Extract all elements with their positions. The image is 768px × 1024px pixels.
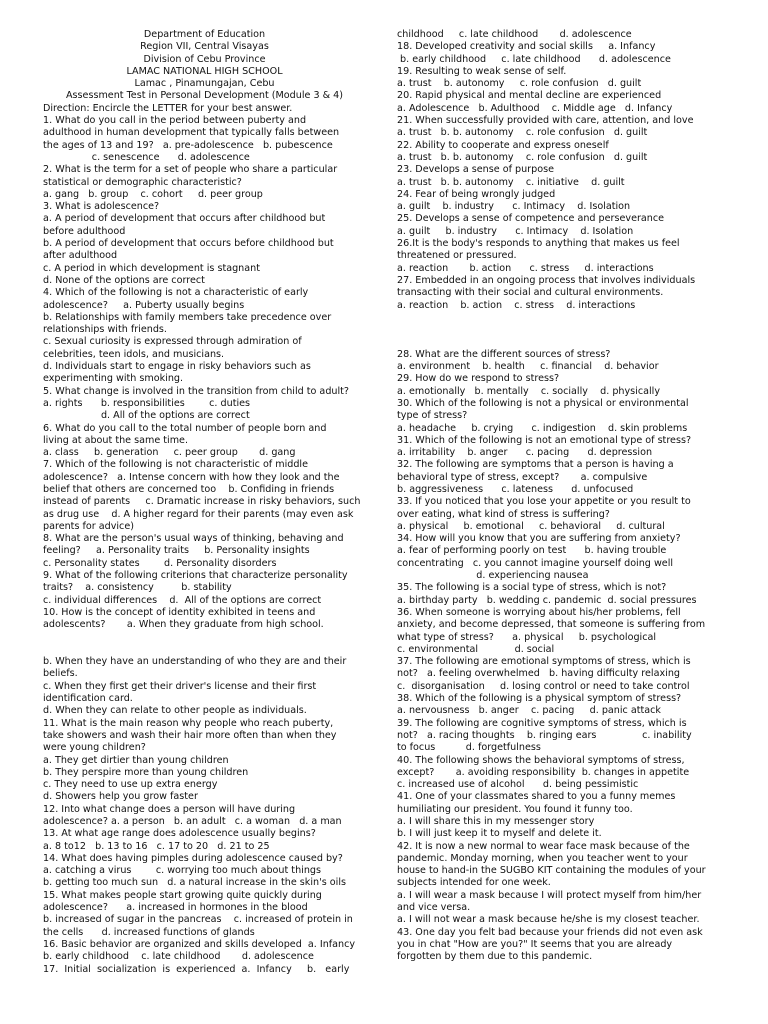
text-line: what type of stress? a. physical b. psychological xyxy=(397,631,657,643)
text-line: d. Showers help you grow faster xyxy=(43,791,198,803)
text-line: living at about the same time. xyxy=(43,434,189,446)
text-line: a. headache b. crying c. indigestion d. skin problems xyxy=(397,422,688,434)
text-line: 13. At what age range does adolescence usually begins? xyxy=(43,828,316,840)
text-line: house to hand-in the SUGBO KIT containing the modules of your xyxy=(397,865,706,877)
text-line: subjects intended for one week. xyxy=(397,877,551,889)
text-line: c. They need to use up extra energy xyxy=(43,779,218,791)
text-line: c. Personality states d. Personality disorders xyxy=(43,557,277,569)
text-line: as drug use d. A higher regard for their parents (may even ask xyxy=(43,508,354,520)
text-line: c. increased use of alcohol d. being pessimistic xyxy=(397,779,639,791)
text-line: 14. What does having pimples during adolescence caused by? xyxy=(43,852,343,864)
blank-line xyxy=(397,312,726,324)
text-line: belief that others are concerned too b. Confiding in friends xyxy=(43,483,335,495)
text-line: a. catching a virus c. worrying too much about things xyxy=(43,865,321,877)
text-line: and vice versa. xyxy=(397,902,471,914)
text-line: 38. Which of the following is a physical symptom of stress? xyxy=(397,693,682,705)
left-questions xyxy=(43,115,366,976)
text-line: 43. One day you felt bad because your friends did not even ask xyxy=(397,926,703,938)
text-line: relationships with friends. xyxy=(43,324,167,336)
blank-line xyxy=(43,644,366,656)
text-line: 17. Initial socialization is experienced a. Infancy b. early xyxy=(43,963,350,975)
text-line: a. Adolescence b. Adulthood c. Middle age d. Infancy xyxy=(397,102,673,114)
text-line: a. class b. generation c. peer group d. gang xyxy=(43,447,296,459)
text-line: the cells d. increased functions of glands xyxy=(43,926,255,938)
text-line: concentrating c. you cannot imagine yourself doing well xyxy=(397,557,674,569)
text-line: 30. Which of the following is not a physical or environmental xyxy=(397,397,689,409)
text-line: a. trust b. autonomy c. role confusion d. guilt xyxy=(397,78,642,90)
text-line: c. environmental d. social xyxy=(397,643,555,655)
text-line: adulthood in human development that typically falls between xyxy=(43,127,340,139)
text-line: over eating, what kind of stress is suffering? xyxy=(397,508,610,520)
text-line: take showers and wash their hair more often than when they xyxy=(43,729,337,741)
text-line: 23. Develops a sense of purpose xyxy=(397,164,554,176)
text-line: a. trust b. b. autonomy c. initiative d. guilt xyxy=(397,176,625,188)
text-line: except? a. avoiding responsibility b. changes in appetite xyxy=(397,766,690,778)
text-line: a. guilt b. industry c. Intimacy d. Isolation xyxy=(397,201,631,213)
text-line: 32. The following are symptoms that a person is having a xyxy=(397,459,674,471)
text-line: b. getting too much sun d. a natural increase in the skin's oils xyxy=(43,877,346,889)
text-line: b. I will just keep it to myself and delete it. xyxy=(397,828,602,840)
text-line: 42. It is now a new normal to wear face mask because of the xyxy=(397,840,690,852)
text-line: a. environment b. health c. financial d. behavior xyxy=(397,361,659,373)
text-line: a. I will share this in my messenger story xyxy=(397,816,595,827)
department-heading: Department of Education xyxy=(143,29,266,40)
text-line: forgotten by them due to this pandemic. xyxy=(397,951,593,963)
text-line: behavioral type of stress, except? a. compulsive xyxy=(397,471,648,483)
text-line: b. aggressiveness c. lateness d. unfocused xyxy=(397,483,634,495)
text-line: feeling? a. Personality traits b. Personality insights xyxy=(43,545,310,557)
text-line: d. All of the options are correct xyxy=(43,410,250,422)
text-line: after adulthood xyxy=(43,250,118,262)
text-line: c. When they first get their driver's license and their first xyxy=(43,680,317,692)
text-line: 8. What are the person's usual ways of thinking, behaving and xyxy=(43,533,344,545)
left-column xyxy=(43,29,366,976)
text-line: traits? a. consistency b. stability xyxy=(43,582,232,594)
text-line: a. emotionally b. mentally c. socially d. physically xyxy=(397,385,661,397)
text-line: transacting with their social and cultural environments. xyxy=(397,287,664,299)
test-title: Assessment Test in Personal Development (Module 3 & 4) xyxy=(65,90,343,102)
text-line: 6. What do you call to the total number of people born and xyxy=(43,422,327,434)
text-line: 35. The following is a social type of stress, which is not? xyxy=(397,582,667,594)
text-line: adolescence? a. Puberty usually begins xyxy=(43,299,245,311)
text-line: 39. The following are cognitive symptoms of stress, which is xyxy=(397,717,687,729)
text-line: a. irritability b. anger c. pacing d. depression xyxy=(397,447,653,459)
text-line: 20. Rapid physical and mental decline are experienced xyxy=(397,90,662,102)
text-line: 29. How do we respond to stress? xyxy=(397,373,560,385)
text-line: a. rights b. responsibilities c. duties xyxy=(43,397,251,409)
text-line: 5. What change is involved in the transition from child to adult? xyxy=(43,385,350,397)
text-line: b. Relationships with family members take precedence over xyxy=(43,311,332,323)
text-line: a. reaction b. action c. stress d. interactions xyxy=(397,262,654,274)
text-line: adolescence? a. increased in hormones in the blood xyxy=(43,902,308,914)
text-line: parents for advice) xyxy=(43,520,134,532)
text-line: a. reaction b. action c. stress d. interactions xyxy=(397,299,636,311)
text-line: b. When they have an understanding of who they are and their xyxy=(43,656,347,668)
blank-line xyxy=(397,336,726,348)
text-line: 4. Which of the following is not a characteristic of early xyxy=(43,287,309,299)
text-line: 16. Basic behavior are organized and skills developed a. Infancy xyxy=(43,938,356,950)
text-line: 9. What of the following criterions that characterize personality xyxy=(43,570,348,582)
text-line: b. early childhood c. late childhood d. adolescence xyxy=(43,951,314,963)
text-line: not? a. feeling overwhelmed b. having difficulty relaxing xyxy=(397,668,680,680)
text-line: you in chat "How are you?" It seems that you are already xyxy=(397,938,673,950)
text-line: a. trust b. b. autonomy c. role confusion d. guilt xyxy=(397,127,648,139)
text-line: adolescence? a. a person b. an adult c. a woman d. a man xyxy=(43,816,342,827)
text-line: pandemic. Monday morning, when you teacher went to your xyxy=(397,852,688,864)
text-line: a. physical b. emotional c. behavioral d. cultural xyxy=(397,520,665,532)
text-line: d. experiencing nausea xyxy=(397,570,589,582)
text-line: a. A period of development that occurs after childhood but xyxy=(43,213,326,225)
text-line: d. Individuals start to engage in risky behaviors such as xyxy=(43,361,311,373)
text-line: threatened or pressured. xyxy=(397,250,517,262)
text-line: experimenting with smoking. xyxy=(43,373,184,385)
text-line: 18. Developed creativity and social skills a. Infancy xyxy=(397,41,656,53)
test-direction: Direction: Encircle the LETTER for your best answer. xyxy=(43,102,293,114)
text-line: type of stress? xyxy=(397,410,468,422)
text-line: 10. How is the concept of identity exhibited in teens and xyxy=(43,606,316,618)
right-questions xyxy=(397,29,726,964)
text-line: 31. Which of the following is not an emotional type of stress? xyxy=(397,434,692,446)
text-line: a. 8 to12 b. 13 to 16 c. 17 to 20 d. 21 to 25 xyxy=(43,840,270,852)
text-line: 41. One of your classmates shared to you a funny memes xyxy=(397,791,676,803)
text-line: a. They get dirtier than young children xyxy=(43,754,229,766)
text-line: a. fear of performing poorly on test b. having trouble xyxy=(397,545,667,557)
text-line: a. trust b. b. autonomy c. role confusion d. guilt xyxy=(397,151,648,163)
text-line: 22. Ability to cooperate and express oneself xyxy=(397,139,609,151)
text-line: b. They perspire more than young children xyxy=(43,766,249,778)
text-line: 27. Embedded in an ongoing process that involves individuals xyxy=(397,274,696,286)
text-line: 19. Resulting to weak sense of self. xyxy=(397,65,567,77)
text-line: 11. What is the main reason why people who reach puberty, xyxy=(43,717,334,729)
text-line: 33. If you noticed that you lose your appetite or you result to xyxy=(397,496,691,508)
text-line: 15. What makes people start growing quite quickly during xyxy=(43,889,322,901)
text-line: 40. The following shows the behavioral symptoms of stress, xyxy=(397,754,685,766)
text-line: 28. What are the different sources of stress? xyxy=(397,348,611,360)
text-line: a. I will not wear a mask because he/she is my closest teacher. xyxy=(397,914,700,926)
text-line: b. early childhood c. late childhood d. adolescence xyxy=(397,53,671,65)
text-line: 25. Develops a sense of competence and perseverance xyxy=(397,213,665,225)
text-line: a. guilt b. industry c. Intimacy d. Isolation xyxy=(397,225,634,237)
text-line: beliefs. xyxy=(43,668,78,680)
school-name: LAMAC NATIONAL HIGH SCHOOL xyxy=(126,65,283,77)
text-line: identification card. xyxy=(43,693,133,705)
text-line: were young children? xyxy=(43,742,146,754)
text-line: adolescence? a. Intense concern with how they look and the xyxy=(43,471,340,483)
text-line: before adulthood xyxy=(43,225,126,237)
right-column xyxy=(397,29,726,964)
text-line: 21. When successfully provided with care, attention, and love xyxy=(397,115,694,127)
blank-line xyxy=(397,324,726,336)
text-line: c. senescence d. adolescence xyxy=(43,151,250,163)
text-line: 26.It is the body's responds to anything that makes us feel xyxy=(397,238,680,250)
text-line: a. I will wear a mask because I will protect myself from him/her xyxy=(397,889,702,901)
text-line: 24. Fear of being wrongly judged xyxy=(397,188,556,200)
text-line: instead of parents c. Dramatic increase in risky behaviors, such xyxy=(43,496,361,508)
text-line: b. A period of development that occurs before childhood but xyxy=(43,238,334,250)
text-line: c. A period in which development is stagnant xyxy=(43,262,260,274)
text-line: c. Sexual curiosity is expressed through admiration of xyxy=(43,336,302,348)
text-line: 36. When someone is worrying about his/her problems, fell xyxy=(397,606,681,618)
text-line: c. individual differences d. All of the options are correct xyxy=(43,594,322,606)
school-address: Lamac , Pinamungajan, Cebu xyxy=(134,78,275,90)
text-line: d. None of the options are correct xyxy=(43,274,205,286)
text-line: c. disorganisation d. losing control or need to take control xyxy=(397,680,690,692)
text-line: a. gang b. group c. cohort d. peer group xyxy=(43,188,263,200)
text-line: childhood c. late childhood d. adolescence xyxy=(397,29,632,40)
text-line: 34. How will you know that you are suffering from anxiety? xyxy=(397,533,681,545)
text-line: celebrities, teen idols, and musicians. xyxy=(43,348,225,360)
text-line: the ages of 13 and 19? a. pre-adolescence b. pubescence xyxy=(43,139,333,151)
text-line: 7. Which of the following is not characteristic of middle xyxy=(43,459,308,471)
text-line: to focus d. forgetfulness xyxy=(397,742,541,754)
text-line: a. nervousness b. anger c. pacing d. panic attack xyxy=(397,705,661,717)
text-line: not? a. racing thoughts b. ringing ears c. inability xyxy=(397,729,692,741)
region-heading: Region VII, Central Visayas xyxy=(140,41,269,53)
text-line: statistical or demographic characteristic? xyxy=(43,176,242,188)
blank-line xyxy=(43,632,366,644)
division-heading: Division of Cebu Province xyxy=(143,53,266,65)
text-line: a. birthday party b. wedding c. pandemic d. social pressures xyxy=(397,594,697,606)
text-line: d. When they can relate to other people as individuals. xyxy=(43,705,307,717)
text-line: adolescents? a. When they graduate from high school. xyxy=(43,619,324,631)
text-line: humiliating our president. You found it funny too. xyxy=(397,803,633,815)
text-line: 12. Into what change does a person will have during xyxy=(43,803,296,815)
text-line: 1. What do you call in the period between puberty and xyxy=(43,115,307,127)
text-line: b. increased of sugar in the pancreas c. increased of protein in xyxy=(43,914,353,926)
text-line: 2. What is the term for a set of people who share a particular xyxy=(43,164,338,176)
text-line: anxiety, and become depressed, that someone is suffering from xyxy=(397,619,706,631)
text-line: 3. What is adolescence? xyxy=(43,201,160,213)
text-line: 37. The following are emotional symptoms of stress, which is xyxy=(397,656,691,668)
